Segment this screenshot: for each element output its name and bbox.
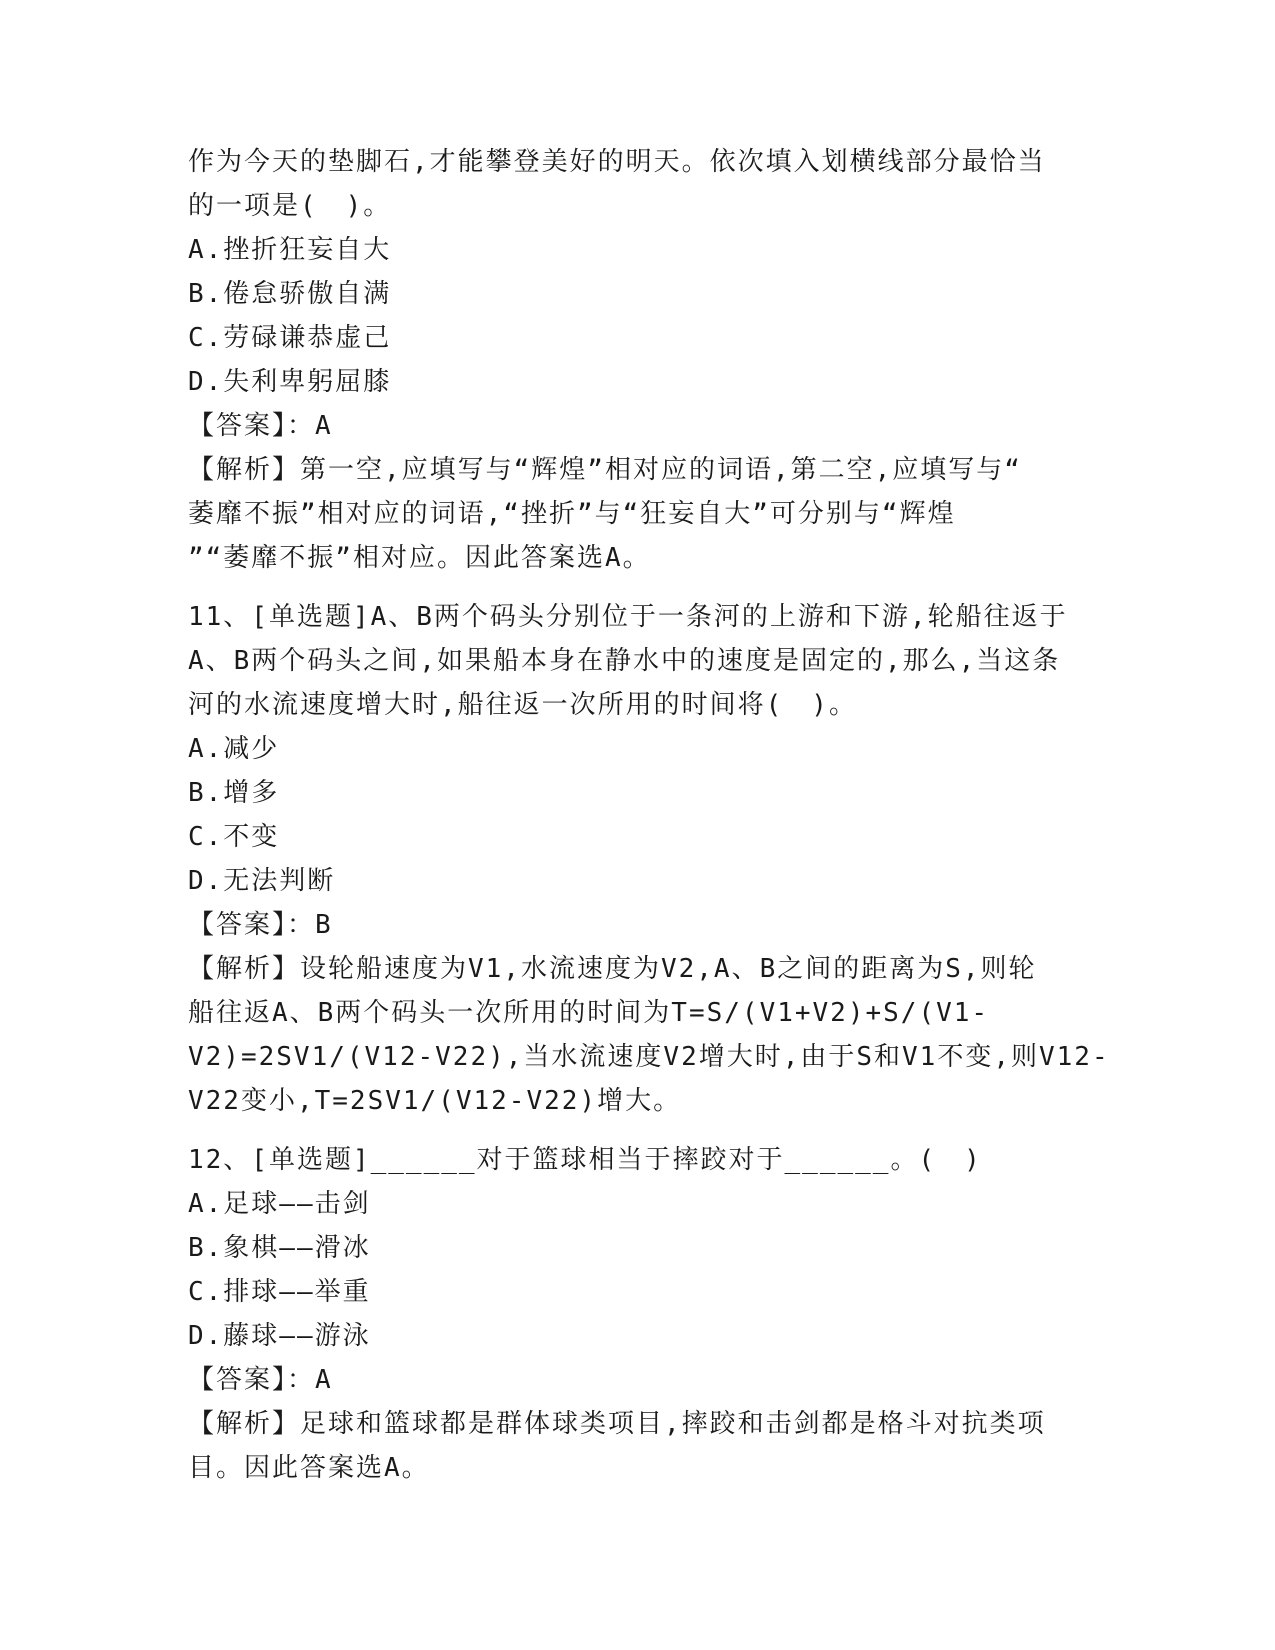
analysis-line: 【解析】第一空,应填写与“辉煌”相对应的词语,第二空,应填写与“ bbox=[188, 455, 1022, 485]
question-stem-line: 的一项是( )。 bbox=[188, 191, 392, 221]
option-a: A.挫折狂妄自大 bbox=[188, 235, 392, 265]
option-c: C.劳碌谦恭虚己 bbox=[188, 323, 392, 353]
analysis-line: ”“萎靡不振”相对应。因此答案选A。 bbox=[188, 543, 651, 573]
document-page bbox=[188, 140, 1110, 1490]
question-stem-line: A、B两个码头之间,如果船本身在静水中的速度是固定的,那么,当这条 bbox=[188, 646, 1061, 676]
option-a: A.减少 bbox=[188, 734, 280, 764]
section-gap bbox=[188, 580, 1088, 595]
analysis-line: 萎靡不振”相对应的词语,“挫折”与“狂妄自大”可分别与“辉煌 bbox=[188, 499, 956, 529]
answer-line: 【答案】：A bbox=[188, 1365, 333, 1395]
analysis-line: 船往返A、B两个码头一次所用的时间为T=S/(V1+V2)+S/(V1- bbox=[188, 998, 990, 1028]
answer-line: 【答案】：B bbox=[188, 910, 333, 940]
option-c: C.排球——举重 bbox=[188, 1277, 371, 1307]
analysis-line: V22变小,T=2SV1/(V12-V22)增大。 bbox=[188, 1086, 682, 1116]
question-11 bbox=[188, 595, 1110, 1123]
option-a: A.足球——击剑 bbox=[188, 1189, 371, 1219]
option-b: B.倦怠骄傲自满 bbox=[188, 279, 392, 309]
option-c: C.不变 bbox=[188, 822, 280, 852]
section-gap bbox=[188, 1123, 1088, 1138]
option-b: B.增多 bbox=[188, 778, 280, 808]
question-stem-line: 作为今天的垫脚石,才能攀登美好的明天。依次填入划横线部分最恰当 bbox=[188, 147, 1046, 177]
option-d: D.无法判断 bbox=[188, 866, 336, 896]
question-12 bbox=[188, 1138, 1088, 1490]
analysis-line: 【解析】设轮船速度为V1,水流速度为V2,A、B之间的距离为S,则轮 bbox=[188, 954, 1037, 984]
answer-line: 【答案】：A bbox=[188, 411, 333, 441]
option-b: B.象棋——滑冰 bbox=[188, 1233, 371, 1263]
analysis-line: 目。因此答案选A。 bbox=[188, 1453, 430, 1483]
question-stem-line: 11、[单选题]A、B两个码头分别位于一条河的上游和下游,轮船往返于 bbox=[188, 602, 1068, 632]
option-d: D.失利卑躬屈膝 bbox=[188, 367, 392, 397]
analysis-line: V2)=2SV1/(V12-V22),当水流速度V2增大时,由于S和V1不变,则V12- bbox=[188, 1042, 1110, 1072]
analysis-line: 【解析】足球和篮球都是群体球类项目,摔跤和击剑都是格斗对抗类项 bbox=[188, 1409, 1046, 1439]
question-stem-line: 12、[单选题]______对于篮球相当于摔跤对于______。( ) bbox=[188, 1145, 982, 1175]
option-d: D.藤球——游泳 bbox=[188, 1321, 371, 1351]
question-stem-line: 河的水流速度增大时,船往返一次所用的时间将( )。 bbox=[188, 690, 857, 720]
question-10-tail bbox=[188, 140, 1088, 580]
